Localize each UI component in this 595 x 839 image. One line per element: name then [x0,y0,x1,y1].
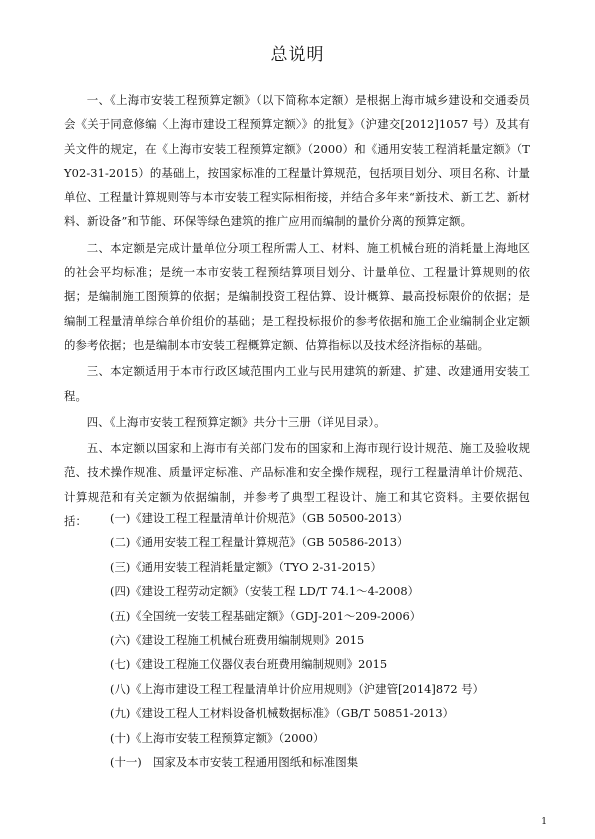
reference-item: (十一) 国家及本市安装工程通用图纸和标准图集 [110,755,359,770]
paragraph-5: 五、本定额以国家和上海市有关部门发布的国家和上海市现行设计规范、施工及验收规范、技术操作规准、质量评定标准、产品标准和安全操作规程，现行工程量清单计价规范、计算规范和有关定额为依据编制，并参考了典型工程设计、施工和其它资料。主要依据包括： [64,441,530,529]
reference-item: (三)《通用安装工程消耗量定额》（TYO 2-31-2015） [110,559,382,574]
paragraph-1: 一、《上海市安装工程预算定额》（以下简称本定额）是根据上海市城乡建设和交通委员会《关于同意修编〈上海市建设工程预算定额〉》的批复》（沪建交[2012]1057 号）及其有关文件的规定，在《上海市安装工程预算定额》（2000）和《通用安装工程消耗量定额》（TY02-31-2015）的基础上，按国家标准的工程量计算规范，包括项目划分、项目名称、计量单位、工程量计算规则等与本市安装工程实际相衔接，并结合多年来“新技术、新工艺、新材料、新设备”和节能、环保等绿色建筑的推广应用而编制的量价分离的预算定额。 [64,93,530,229]
reference-item: (六)《建设工程施工机械台班费用编制规则》2015 [110,633,365,648]
paragraph-3: 三、本定额适用于本市行政区域范围内工业与民用建筑的新建、扩建、改建通用安装工程。 [64,364,530,403]
reference-item: (八)《上海市建设工程工程量清单计价应用规则》（沪建管[2014]872 号） [110,681,484,696]
page-title: 总说明 [270,45,325,65]
document-body [64,88,530,535]
page-number: 1 [541,817,547,827]
reference-item: (五)《全国统一安装工程基础定额》（GDJ-201～209-2006） [110,608,422,623]
reference-list [110,506,550,774]
reference-item: (一)《建设工程工程量清单计价规范》（GB 50500-2013） [110,511,409,525]
paragraph-2: 二、本定额是完成计量单位分项工程所需人工、材料、施工机械台班的消耗量上海地区的社会平均标准；是统一本市安装工程预结算项目划分、计量单位、工程量计算规则的依据；是编制施工图预算的依据；是编制投资工程估算、设计概算、最高投标限价的依据；是编制工程量清单综合单价组价的基础；是工程投标报价的参考依据和施工企业编制企业定额的参考依据；也是编制本市安装工程概算定额、估算指标以及技术经济指标的基础。 [64,240,530,352]
reference-item: (九)《建设工程人工材料设备机械数据标准》（GB/T 50851-2013） [110,706,454,721]
paragraph-4: 四、《上海市安装工程预算定额》共分十三册（详见目录）。 [86,414,386,429]
reference-item: (二)《通用安装工程工程量计算规范》（GB 50586-2013） [110,535,409,550]
reference-item: (七)《建设工程施工仪器仪表台班费用编制规则》2015 [110,657,388,672]
reference-item: (四)《建设工程劳动定额》（安装工程 LD/T 74.1～4-2008） [110,584,420,599]
reference-item: (十)《上海市安装工程预算定额》（2000） [110,730,325,745]
